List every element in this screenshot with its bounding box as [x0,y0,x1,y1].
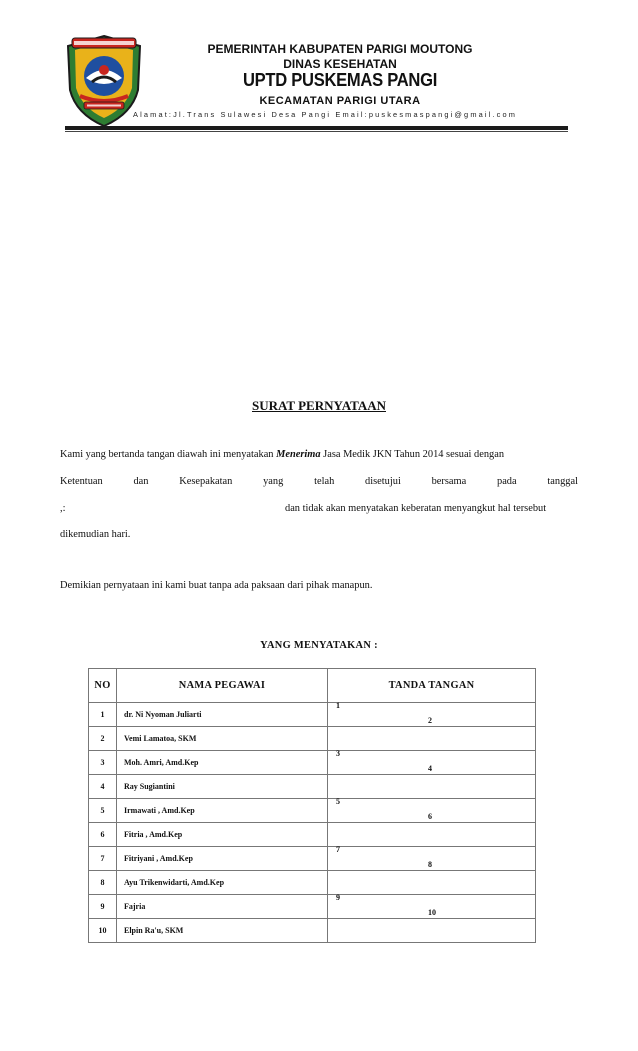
statement-line-3-end: dan tidak akan menyatakan keberatan menyangkut hal tersebut [285,503,547,514]
signature-slot-number: 1 [336,701,340,710]
employee-name: Fitria , Amd.Kep [117,823,328,847]
statement-emphasis: Menerima [276,449,321,460]
table-row [89,703,536,727]
signature-slot-number: 6 [428,812,432,821]
signature-slot-number: 3 [336,749,340,758]
header-signature: TANDA TANGAN [328,669,536,703]
signature-slot-number: 9 [336,893,340,902]
row-number: 9 [89,895,117,919]
signatory-heading: YANG MENYATAKAN : [260,640,378,651]
table-row [89,751,536,775]
row-number: 5 [89,799,117,823]
letterhead-divider-thin [65,131,568,132]
row-number: 8 [89,871,117,895]
signature-table [88,668,536,943]
statement-line-2 [60,476,578,487]
signature-slot-number: 4 [428,764,432,773]
table-row [89,919,536,943]
row-number: 6 [89,823,117,847]
statement-word: bersama [431,476,467,487]
government-name: PEMERINTAH KABUPATEN PARIGI MOUTONG [207,42,473,56]
statement-word: tanggal [547,476,578,487]
employee-name: Ray Sugiantini [117,775,328,799]
statement-word: Kesepakatan [179,476,233,487]
employee-name: dr. Ni Nyoman Juliarti [117,703,328,727]
statement-word: dan [133,476,149,487]
signature-slot-number: 8 [428,860,432,869]
employee-name: Elpin Ra'u, SKM [117,919,328,943]
header-no: NO [89,669,117,703]
row-number: 10 [89,919,117,943]
signature-slot-number: 7 [336,845,340,854]
row-number: 4 [89,775,117,799]
row-number: 2 [89,727,117,751]
statement-word: disetujui [365,476,401,487]
row-number: 3 [89,751,117,775]
signature-slot-number: 5 [336,797,340,806]
signature-cell[interactable] [328,860,536,895]
letterhead-divider [65,126,568,130]
table-row [89,823,536,847]
institution-name: UPTD PUSKEMAS PANGI [242,70,438,90]
district-name: KECAMATAN PARIGI UTARA [259,95,421,107]
statement-word: pada [497,476,517,487]
employee-name: Irmawati , Amd.Kep [117,799,328,823]
signature-cell[interactable] [328,764,536,799]
statement-text-b: Jasa Medik JKN Tahun 2014 sesuai dengan [320,449,505,460]
address-line: Alamat:Jl.Trans Sulawesi Desa Pangi Email:puskesmaspangi@gmail.com [133,110,518,119]
header-name: NAMA PEGAWAI [117,669,328,703]
statement-word: Ketentuan [60,476,103,487]
employee-name: Moh. Amri, Amd.Kep [117,751,328,775]
document-title: SURAT PERNYATAAN [252,398,386,413]
department-name: DINAS KESEHATAN [283,57,397,71]
statement-word: telah [314,476,335,487]
employee-name: Fitriyani , Amd.Kep [117,847,328,871]
table-row [89,775,536,799]
closing-statement: Demikian pernyataan ini kami buat tanpa ada paksaan dari pihak manapun. [60,580,373,591]
statement-text-a: Kami yang bertanda tangan diawah ini menyatakan [60,449,277,460]
row-number: 7 [89,847,117,871]
employee-name: Fajria [117,895,328,919]
table-header-row [89,669,536,703]
statement-word: yang [263,476,284,487]
statement-line-1 [60,449,578,460]
signature-cell[interactable] [328,908,536,943]
signature-cell[interactable] [328,812,536,847]
signature-slot-number: 10 [428,908,436,917]
table-row [89,727,536,751]
signature-slot-number: 2 [428,716,432,725]
employee-name: Ayu Trikenwidarti, Amd.Kep [117,871,328,895]
employee-name: Vemi Lamatoa, SKM [117,727,328,751]
signature-cell[interactable] [328,716,536,751]
statement-line-3-start: ,: [60,503,66,514]
statement-line-4: dikemudian hari. [60,529,131,540]
row-number: 1 [89,703,117,727]
table-row [89,895,536,919]
table-row [89,799,536,823]
table-row [89,847,536,871]
table-row [89,871,536,895]
